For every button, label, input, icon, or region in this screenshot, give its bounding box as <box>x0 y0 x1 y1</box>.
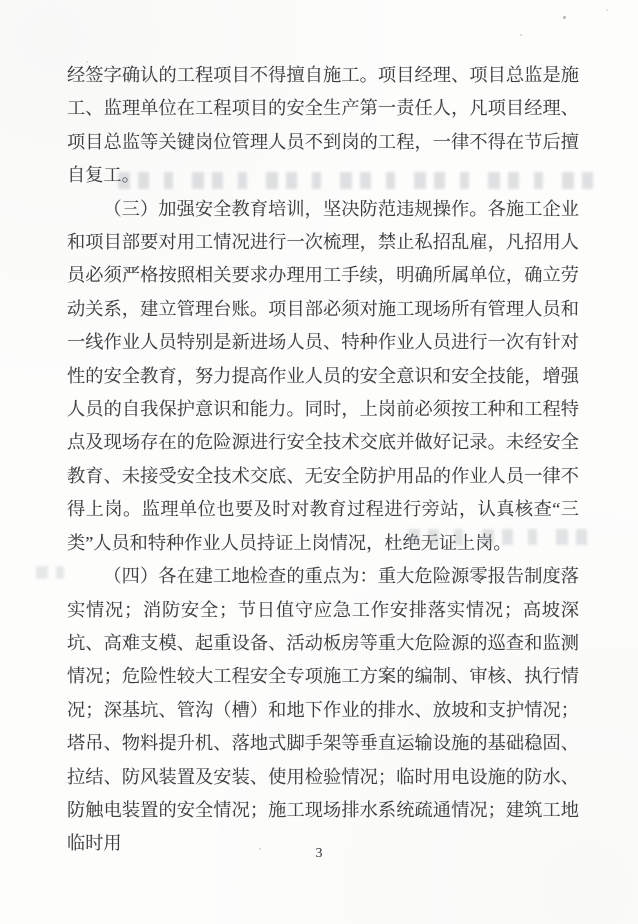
scan-speck <box>606 9 608 11</box>
bleedthrough-mark <box>118 172 596 189</box>
paragraph: （三）加强安全教育培训，坚决防范违规操作。各施工企业和项目部要对用工情况进行一次梳理，禁止私招乱雇，凡招用人员必须严格按照相关要求办理用工手续，明确所属单位，确立劳动关系，建立管理台账。项目部必须对施工现场所有管理人员和一线作业人员特别是新进场人员、特种作业人员进行一次有针对性的安全教育，努力提高作业人员的安全意识和安全技能，增强人员的自我保护意识和能力。同时，上岗前必须按工种和工程特点及现场存在的危险源进行安全技术交底并做好记录。未经安全教育、未接受安全技术交底、无安全防护用品的作业人员一律不得上岗。监理单位也要及时对教育过程进行旁站，认真核查“三类”人员和特种作业人员持证上岗情况，杜绝无证上岗。 <box>67 198 579 553</box>
page-number: 3 <box>315 846 323 861</box>
scan-speck <box>520 34 522 36</box>
scan-speck <box>563 16 566 19</box>
bleedthrough-mark <box>36 566 64 579</box>
paragraph: 经签字确认的工程项目不得擅自施工。项目经理、项目总监是施工、监理单位在工程项目的安全生产第一责任人，凡项目经理、项目总监等关键岗位管理人员不到岗的工程，一律不得在节后擅自复工。 <box>67 65 579 186</box>
scan-speck <box>86 61 88 63</box>
paragraph: （四）各在建工地检查的重点为：重大危险源零报告制度落实情况；消防安全；节日值守应急工作安排落实情况；高坡深坑、高难支模、起重设备、活动板房等重大危险源的巡查和监测情况；危险性较大工程安全专项施工方案的编制、审核、执行情况；深基坑、管沟（槽）和地下作业的排水、放坡和支护情况；塔吊、物料提升机、落地式脚手架等垂直运输设施的基础稳固、拉结、防风装置及安装、使用检验情况；临时用电设施的防水、防触电装置的安全情况；施工现场排水系统疏通情况；建筑工地临时用 <box>67 566 579 854</box>
bleedthrough-mark <box>408 529 594 545</box>
